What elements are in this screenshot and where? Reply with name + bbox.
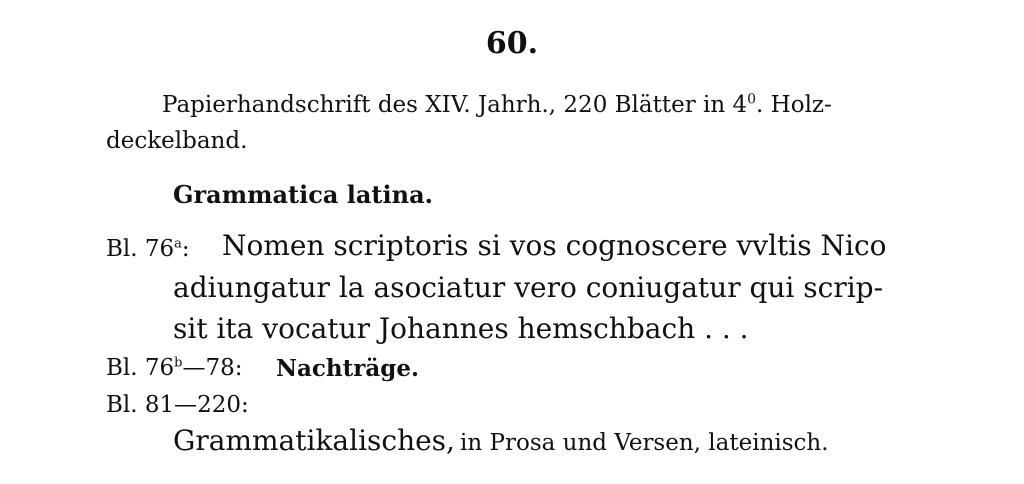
description-line-1 xyxy=(162,92,832,118)
entry-text-line xyxy=(173,424,829,457)
description-line-2: deckelband. xyxy=(106,128,248,154)
description-text-end: . Holz- xyxy=(756,92,832,118)
page-number: 60. xyxy=(485,26,539,61)
entry-text-main: Grammatikalisches, xyxy=(173,424,455,457)
description-text: Papierhandschrift des XIV. Jahrh., 220 Blätter in 4 xyxy=(162,92,748,118)
entry-ref-superscript: a xyxy=(174,236,182,252)
entry-ref-superscript: b xyxy=(174,355,183,371)
section-title: Grammatica latina. xyxy=(173,180,433,209)
entry-note: Nachträge. xyxy=(276,355,420,382)
entry-text-line: sit ita vocatur Johannes hemschbach . . . xyxy=(173,312,749,345)
entry-text-line: Nomen scriptoris si vos cognoscere vvltis Nico xyxy=(222,229,887,262)
entry-text-detail: in Prosa und Versen, lateinisch. xyxy=(460,430,829,456)
entry-ref: Bl. 76$^b$—78: xyxy=(106,355,243,381)
degree-sign: 0 xyxy=(747,91,757,108)
entry-ref: Bl. 81—220: xyxy=(106,392,249,418)
entry-ref: Bl. 76$^a$: xyxy=(106,236,190,262)
entry-text-line: adiungatur la asociatur vero coniugatur qui scrip- xyxy=(173,271,884,304)
